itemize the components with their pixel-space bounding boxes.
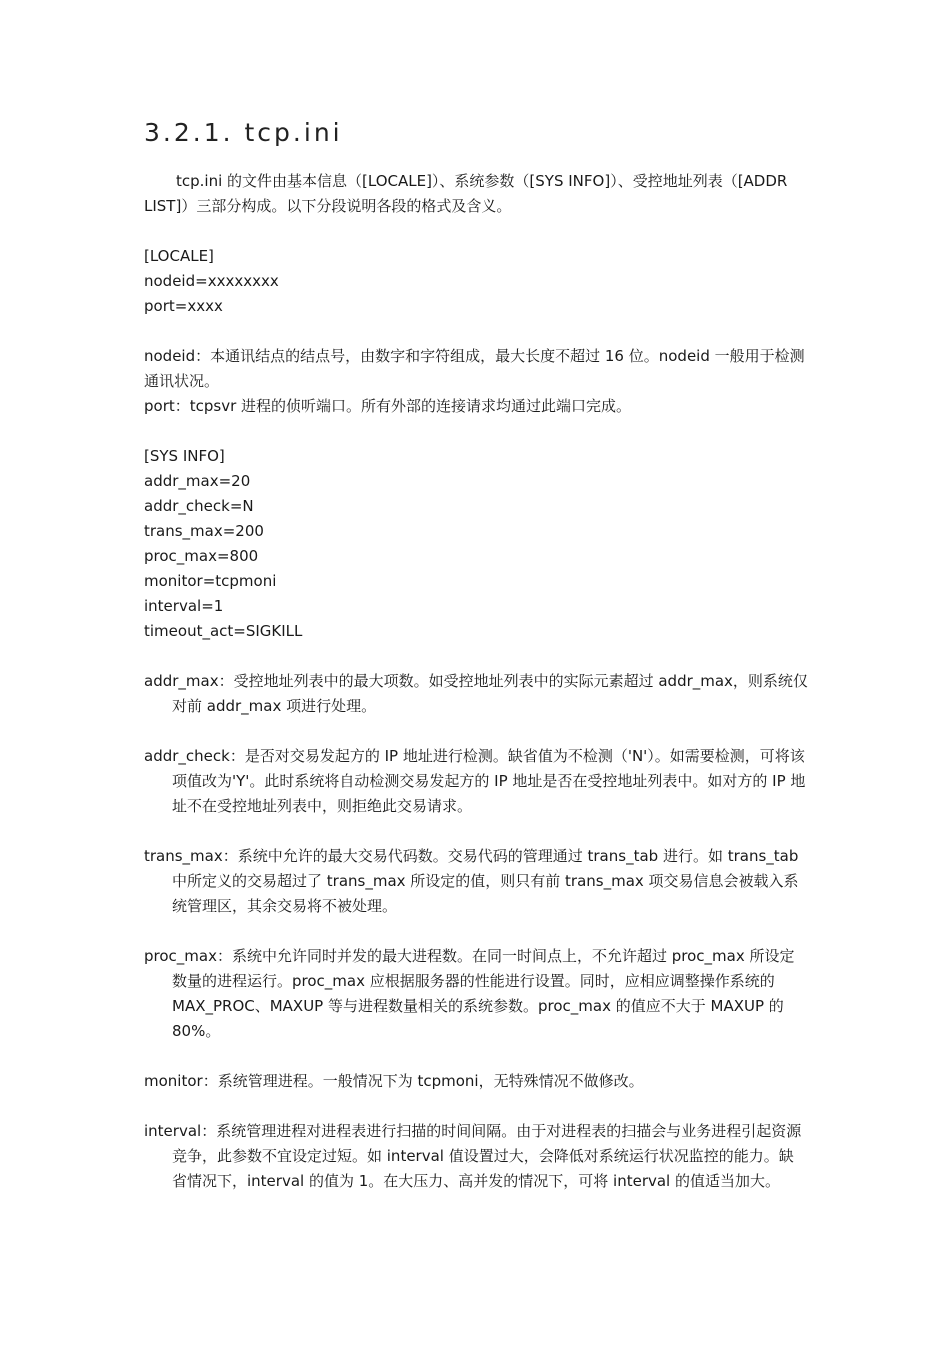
config-line: proc_max=800 [144,547,259,565]
config-line: nodeid=xxxxxxxx [144,272,279,290]
sysinfo-config-block [144,444,808,644]
config-line: monitor=tcpmoni [144,572,277,590]
config-line: port=xxxx [144,297,223,315]
definition-nodeid: nodeid：本通讯结点的结点号，由数字和字符组成，最大长度不超过 16 位。nodeid 一般用于检测通讯状况。 [144,347,805,390]
config-line: addr_max=20 [144,472,251,490]
definition-port: port：tcpsvr 进程的侦听端口。所有外部的连接请求均通过此端口完成。 [144,397,632,415]
intro-paragraph: tcp.ini 的文件由基本信息（[LOCALE]）、系统参数（[SYS INFO]）、受控地址列表（[ADDR LIST]）三部分构成。以下分段说明各段的格式及含义。 [144,172,788,215]
config-line: addr_check=N [144,497,254,515]
definition-interval: interval：系统管理进程对进程表进行扫描的时间间隔。由于对进程表的扫描会与业务进程引起资源竞争，此参数不宜设定过短。如 interval 值设置过大，会降低对系统运行状况监控的能力。缺省情况下，interval 的值为 1。在大压力、高并发的情况下，可将 interval 的值适当加大。 [144,1122,802,1190]
section-heading: 3.2.1. tcp.ini [144,118,343,147]
config-line: [LOCALE] [144,247,214,265]
definition-trans-max: trans_max：系统中允许的最大交易代码数。交易代码的管理通过 trans_tab 进行。如 trans_tab 中所定义的交易超过了 trans_max 所设定的值，则只有前 trans_max 项交易信息会被载入系统管理区，其余交易将不被处理。 [144,847,799,915]
definition-monitor: monitor：系统管理进程。一般情况下为 tcpmoni，无特殊情况不做修改。 [144,1072,644,1090]
definition-addr-check: addr_check：是否对交易发起方的 IP 地址进行检测。缺省值为不检测（'N'）。如需要检测，可将该项值改为'Y'。此时系统将自动检测交易发起方的 IP 地址是否在受控地址列表中。如对方的 IP 地址不在受控地址列表中，则拒绝此交易请求。 [144,747,806,815]
config-line: trans_max=200 [144,522,264,540]
locale-definitions [144,344,808,419]
definition-addr-max: addr_max：受控地址列表中的最大项数。如受控地址列表中的实际元素超过 addr_max，则系统仅对前 addr_max 项进行处理。 [144,672,808,715]
config-line: interval=1 [144,597,224,615]
document-page [144,118,808,1194]
config-line: [SYS INFO] [144,447,225,465]
definition-proc-max: proc_max：系统中允许同时并发的最大进程数。在同一时间点上，不允许超过 proc_max 所设定数量的进程运行。proc_max 应根据服务器的性能进行设置。同时，应相应调整操作系统的 MAX_PROC、MAXUP 等与进程数量相关的系统参数。proc_max 的值应不大于 MAXUP 的 80%。 [144,947,795,1040]
locale-config-block [144,244,808,319]
config-line: timeout_act=SIGKILL [144,622,303,640]
